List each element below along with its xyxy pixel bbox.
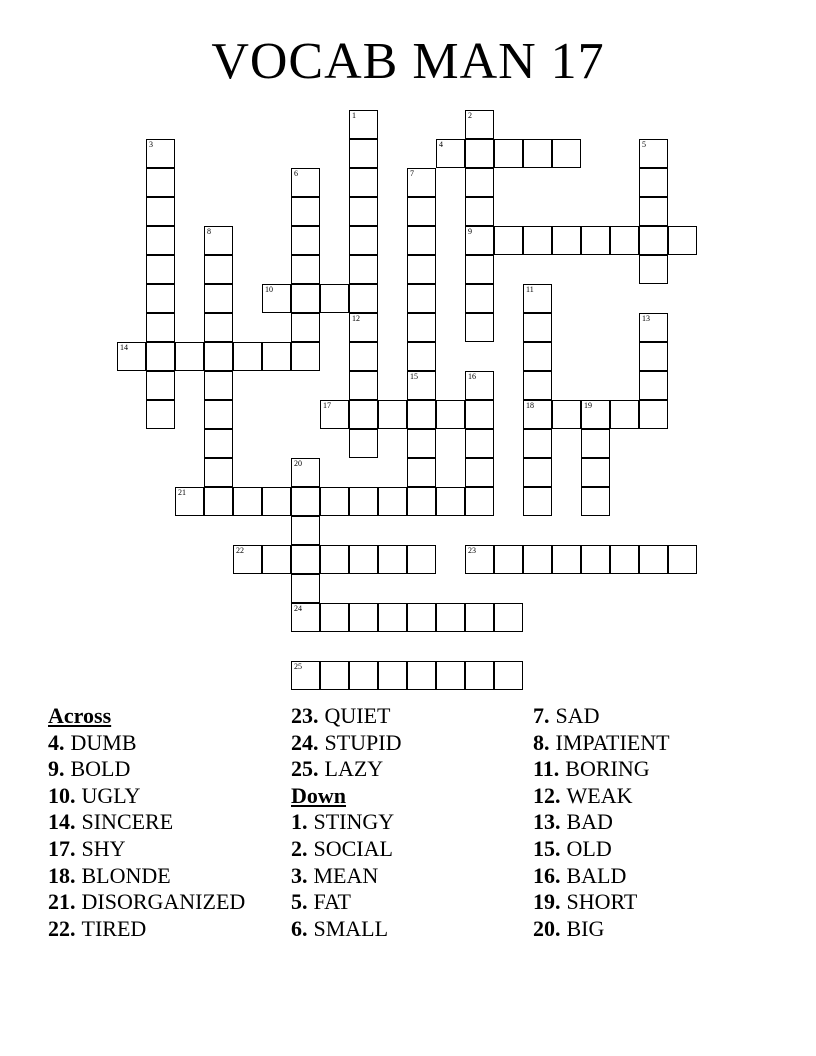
crossword-cell[interactable] <box>668 226 697 255</box>
crossword-cell[interactable] <box>668 545 697 574</box>
cell-number: 21 <box>178 488 186 497</box>
crossword-cell[interactable] <box>407 487 436 516</box>
cell-number: 16 <box>468 372 476 381</box>
crossword-cell[interactable] <box>581 458 610 487</box>
cell-number: 19 <box>584 401 592 410</box>
crossword-cell[interactable] <box>465 110 494 139</box>
crossword-cell[interactable] <box>320 661 349 690</box>
clue-text: SAD <box>555 703 600 728</box>
clue-text: BLONDE <box>81 862 171 888</box>
clue-item <box>48 863 245 890</box>
crossword-cell[interactable] <box>523 545 552 574</box>
crossword-cell[interactable] <box>610 226 639 255</box>
crossword-cell[interactable] <box>146 197 175 226</box>
crossword-cell[interactable] <box>407 400 436 429</box>
crossword-cell[interactable] <box>639 197 668 226</box>
crossword-cell[interactable] <box>262 284 291 313</box>
crossword-cell[interactable] <box>494 545 523 574</box>
clue-number: 8. <box>533 729 550 755</box>
crossword-cell[interactable] <box>320 603 349 632</box>
clue-text: BORING <box>565 756 650 782</box>
cell-number: 8 <box>207 227 211 236</box>
cell-number: 18 <box>526 401 534 410</box>
crossword-cell[interactable] <box>552 226 581 255</box>
crossword-cell[interactable] <box>378 661 407 690</box>
clue-text: SINCERE <box>81 809 174 835</box>
clue-number: 17. <box>48 835 76 861</box>
cell-number: 14 <box>120 343 128 352</box>
crossword-cell[interactable] <box>639 342 668 371</box>
crossword-cell[interactable] <box>523 226 552 255</box>
crossword-cell[interactable] <box>407 168 436 197</box>
crossword-cell[interactable] <box>523 400 552 429</box>
clue-item <box>533 889 670 916</box>
crossword-cell[interactable] <box>349 139 378 168</box>
clue-section-header <box>48 703 245 730</box>
clue-text: BAD <box>566 809 613 835</box>
crossword-cell[interactable] <box>349 110 378 139</box>
clue-number: 22. <box>48 915 76 941</box>
crossword-cell[interactable] <box>349 400 378 429</box>
crossword-cell[interactable] <box>291 458 320 487</box>
clue-item <box>48 783 245 810</box>
clue-item <box>291 889 402 916</box>
clue-column-1 <box>48 703 245 942</box>
clue-number: 1. <box>291 809 308 835</box>
crossword-cell[interactable] <box>465 545 494 574</box>
clue-item <box>533 916 670 943</box>
clue-number: 24. <box>291 729 319 755</box>
clue-text: STUPID <box>324 729 402 755</box>
clue-number: 2. <box>291 835 308 861</box>
crossword-cell[interactable] <box>320 400 349 429</box>
crossword-cell[interactable] <box>378 545 407 574</box>
crossword-cell[interactable] <box>407 545 436 574</box>
clue-number: 12. <box>533 782 561 808</box>
clue-number: 14. <box>48 809 76 835</box>
clue-number: 7. <box>533 703 550 728</box>
clue-item <box>48 756 245 783</box>
clue-text: LAZY <box>324 756 384 782</box>
crossword-cell[interactable] <box>552 545 581 574</box>
clue-item <box>48 916 245 943</box>
crossword-cell[interactable] <box>407 603 436 632</box>
crossword-cell[interactable] <box>146 342 175 371</box>
cell-number: 7 <box>410 169 414 178</box>
crossword-cell[interactable] <box>262 342 291 371</box>
cell-number: 20 <box>294 459 302 468</box>
clue-text: SHORT <box>566 889 638 915</box>
clue-number: 6. <box>291 915 308 941</box>
clue-item <box>533 756 670 783</box>
clue-section-header <box>291 783 402 810</box>
cell-number: 2 <box>468 111 472 120</box>
cell-number: 10 <box>265 285 273 294</box>
clue-number: 15. <box>533 835 561 861</box>
crossword-cell[interactable] <box>349 371 378 400</box>
cell-number: 9 <box>468 227 472 236</box>
crossword-cell[interactable] <box>204 255 233 284</box>
crossword-cell[interactable] <box>291 255 320 284</box>
section-title: Across <box>48 703 112 728</box>
crossword-cell[interactable] <box>291 545 320 574</box>
crossword-cell[interactable] <box>233 487 262 516</box>
clue-text: QUIET <box>324 703 391 728</box>
clue-text: OLD <box>566 835 612 861</box>
clue-item <box>48 889 245 916</box>
crossword-cell[interactable] <box>465 603 494 632</box>
crossword-cell[interactable] <box>581 429 610 458</box>
clue-number: 18. <box>48 862 76 888</box>
crossword-cell[interactable] <box>465 313 494 342</box>
crossword-cell[interactable] <box>436 139 465 168</box>
crossword-cell[interactable] <box>349 313 378 342</box>
cell-number: 4 <box>439 140 443 149</box>
crossword-cell[interactable] <box>204 226 233 255</box>
clue-item <box>533 809 670 836</box>
clue-number: 3. <box>291 862 308 888</box>
crossword-cell[interactable] <box>349 603 378 632</box>
clue-item <box>291 809 402 836</box>
clue-item <box>291 730 402 757</box>
cell-number: 11 <box>526 285 534 294</box>
clue-text: STINGY <box>313 809 395 835</box>
clue-text: FAT <box>313 889 351 915</box>
clue-item <box>48 730 245 757</box>
crossword-cell[interactable] <box>465 255 494 284</box>
clue-number: 25. <box>291 756 319 782</box>
crossword-cell[interactable] <box>465 661 494 690</box>
clue-number: 13. <box>533 809 561 835</box>
crossword-cell[interactable] <box>378 603 407 632</box>
crossword-cell[interactable] <box>233 342 262 371</box>
clue-text: DUMB <box>70 729 137 755</box>
clue-number: 5. <box>291 889 308 915</box>
crossword-cell[interactable] <box>523 371 552 400</box>
clue-number: 10. <box>48 782 76 808</box>
clue-item <box>533 730 670 757</box>
crossword-cell[interactable] <box>465 429 494 458</box>
crossword-cell[interactable] <box>494 661 523 690</box>
crossword-cell[interactable] <box>407 284 436 313</box>
crossword-cell[interactable] <box>349 487 378 516</box>
crossword-cell[interactable] <box>320 487 349 516</box>
crossword-cell[interactable] <box>204 400 233 429</box>
crossword-cell[interactable] <box>175 342 204 371</box>
page-title: VOCAB MAN 17 <box>211 33 605 90</box>
crossword-cell[interactable] <box>291 284 320 313</box>
crossword-cell[interactable] <box>291 516 320 545</box>
clue-number: 23. <box>291 703 319 728</box>
crossword-cell[interactable] <box>407 313 436 342</box>
crossword-cell[interactable] <box>610 400 639 429</box>
crossword-cell[interactable] <box>523 139 552 168</box>
crossword-cell[interactable] <box>639 168 668 197</box>
crossword-cell[interactable] <box>436 603 465 632</box>
crossword-cell[interactable] <box>204 487 233 516</box>
crossword-cell[interactable] <box>204 371 233 400</box>
crossword-cell[interactable] <box>146 168 175 197</box>
crossword-cell[interactable] <box>581 487 610 516</box>
crossword-cell[interactable] <box>407 458 436 487</box>
clue-text: MEAN <box>313 862 379 888</box>
crossword-cell[interactable] <box>552 139 581 168</box>
crossword-cell[interactable] <box>291 603 320 632</box>
crossword-cell[interactable] <box>146 284 175 313</box>
cell-number: 24 <box>294 604 302 613</box>
crossword-cell[interactable] <box>117 342 146 371</box>
clue-number: 20. <box>533 915 561 941</box>
crossword-cell[interactable] <box>349 545 378 574</box>
crossword-cell[interactable] <box>146 255 175 284</box>
crossword-cell[interactable] <box>349 661 378 690</box>
crossword-cell[interactable] <box>349 226 378 255</box>
cell-number: 5 <box>642 140 646 149</box>
crossword-cell[interactable] <box>146 313 175 342</box>
crossword-cell[interactable] <box>291 574 320 603</box>
crossword-cell[interactable] <box>204 313 233 342</box>
crossword-cell[interactable] <box>349 255 378 284</box>
section-title: Down <box>291 782 347 808</box>
crossword-cell[interactable] <box>523 487 552 516</box>
cell-number: 23 <box>468 546 476 555</box>
crossword-cell[interactable] <box>349 342 378 371</box>
clue-text: TIRED <box>81 915 147 941</box>
crossword-cell[interactable] <box>146 226 175 255</box>
crossword-cell[interactable] <box>175 487 204 516</box>
crossword-cell[interactable] <box>523 458 552 487</box>
crossword-cell[interactable] <box>523 342 552 371</box>
crossword-cell[interactable] <box>407 226 436 255</box>
crossword-cell[interactable] <box>639 400 668 429</box>
crossword-cell[interactable] <box>581 545 610 574</box>
clue-item <box>533 703 670 730</box>
crossword-cell[interactable] <box>291 342 320 371</box>
crossword-cell[interactable] <box>204 458 233 487</box>
crossword-cell[interactable] <box>436 661 465 690</box>
crossword-cell[interactable] <box>291 197 320 226</box>
crossword-cell[interactable] <box>291 487 320 516</box>
clue-text: BALD <box>566 862 627 888</box>
clue-number: 16. <box>533 862 561 888</box>
crossword-cell[interactable] <box>378 400 407 429</box>
clue-text: BIG <box>566 915 605 941</box>
crossword-cell[interactable] <box>465 371 494 400</box>
cell-number: 13 <box>642 314 650 323</box>
crossword-cell[interactable] <box>407 371 436 400</box>
crossword-cell[interactable] <box>262 545 291 574</box>
cell-number: 17 <box>323 401 331 410</box>
crossword-cell[interactable] <box>262 487 291 516</box>
clue-text: SOCIAL <box>313 835 393 861</box>
cell-number: 15 <box>410 372 418 381</box>
clue-text: UGLY <box>81 782 141 808</box>
crossword-cell[interactable] <box>146 139 175 168</box>
clue-text: IMPATIENT <box>555 729 670 755</box>
clue-text: SHY <box>81 835 126 861</box>
crossword-cell[interactable] <box>349 284 378 313</box>
crossword-cell[interactable] <box>639 255 668 284</box>
clue-number: 4. <box>48 729 65 755</box>
clue-text: DISORGANIZED <box>81 889 246 915</box>
cell-number: 1 <box>352 111 356 120</box>
crossword-cell[interactable] <box>436 487 465 516</box>
crossword-cell[interactable] <box>523 429 552 458</box>
clue-number: 21. <box>48 889 76 915</box>
clue-column-3 <box>533 703 670 942</box>
clue-text: SMALL <box>313 915 389 941</box>
crossword-cell[interactable] <box>610 545 639 574</box>
clue-item <box>48 836 245 863</box>
cell-number: 12 <box>352 314 360 323</box>
crossword-cell[interactable] <box>465 458 494 487</box>
crossword-cell[interactable] <box>465 139 494 168</box>
crossword-cell[interactable] <box>639 139 668 168</box>
crossword-cell[interactable] <box>291 313 320 342</box>
crossword-cell[interactable] <box>204 342 233 371</box>
crossword-cell[interactable] <box>465 487 494 516</box>
cell-number: 6 <box>294 169 298 178</box>
crossword-cell[interactable] <box>146 400 175 429</box>
cell-number: 22 <box>236 546 244 555</box>
crossword-cell[interactable] <box>233 545 262 574</box>
clue-item <box>291 756 402 783</box>
clue-number: 9. <box>48 756 65 782</box>
crossword-cell[interactable] <box>523 313 552 342</box>
crossword-cell[interactable] <box>291 661 320 690</box>
crossword-cell[interactable] <box>349 197 378 226</box>
clue-item <box>533 863 670 890</box>
clue-item <box>533 836 670 863</box>
crossword-cell[interactable] <box>523 284 552 313</box>
crossword-cell[interactable] <box>291 226 320 255</box>
clue-item <box>291 703 402 730</box>
crossword-cell[interactable] <box>146 371 175 400</box>
crossword-cell[interactable] <box>465 197 494 226</box>
crossword-cell[interactable] <box>204 284 233 313</box>
crossword-cell[interactable] <box>349 429 378 458</box>
crossword-cell[interactable] <box>291 168 320 197</box>
crossword-cell[interactable] <box>552 400 581 429</box>
crossword-cell[interactable] <box>581 400 610 429</box>
crossword-cell[interactable] <box>320 284 349 313</box>
crossword-cell[interactable] <box>494 603 523 632</box>
clue-item <box>291 836 402 863</box>
crossword-cell[interactable] <box>407 429 436 458</box>
crossword-cell[interactable] <box>465 400 494 429</box>
cell-number: 3 <box>149 140 153 149</box>
crossword-cell[interactable] <box>407 342 436 371</box>
crossword-cell[interactable] <box>465 168 494 197</box>
clue-item <box>291 863 402 890</box>
crossword-cell[interactable] <box>639 226 668 255</box>
crossword-cell[interactable] <box>320 545 349 574</box>
crossword-cell[interactable] <box>494 139 523 168</box>
cell-number: 25 <box>294 662 302 671</box>
crossword-cell[interactable] <box>639 313 668 342</box>
clue-item <box>533 783 670 810</box>
crossword-cell[interactable] <box>407 255 436 284</box>
crossword-cell[interactable] <box>407 197 436 226</box>
crossword-cell[interactable] <box>639 545 668 574</box>
crossword-cell[interactable] <box>349 168 378 197</box>
clue-text: WEAK <box>566 782 633 808</box>
crossword-cell[interactable] <box>465 226 494 255</box>
crossword-cell[interactable] <box>494 226 523 255</box>
clue-number: 11. <box>533 756 560 782</box>
crossword-cell[interactable] <box>465 284 494 313</box>
clue-item <box>291 916 402 943</box>
crossword-cell[interactable] <box>581 226 610 255</box>
clue-item <box>48 809 245 836</box>
crossword-cell[interactable] <box>407 661 436 690</box>
clue-column-2 <box>291 703 402 942</box>
crossword-cell[interactable] <box>378 487 407 516</box>
crossword-cell[interactable] <box>436 400 465 429</box>
clue-number: 19. <box>533 889 561 915</box>
crossword-cell[interactable] <box>639 371 668 400</box>
clue-text: BOLD <box>70 756 131 782</box>
crossword-cell[interactable] <box>204 429 233 458</box>
